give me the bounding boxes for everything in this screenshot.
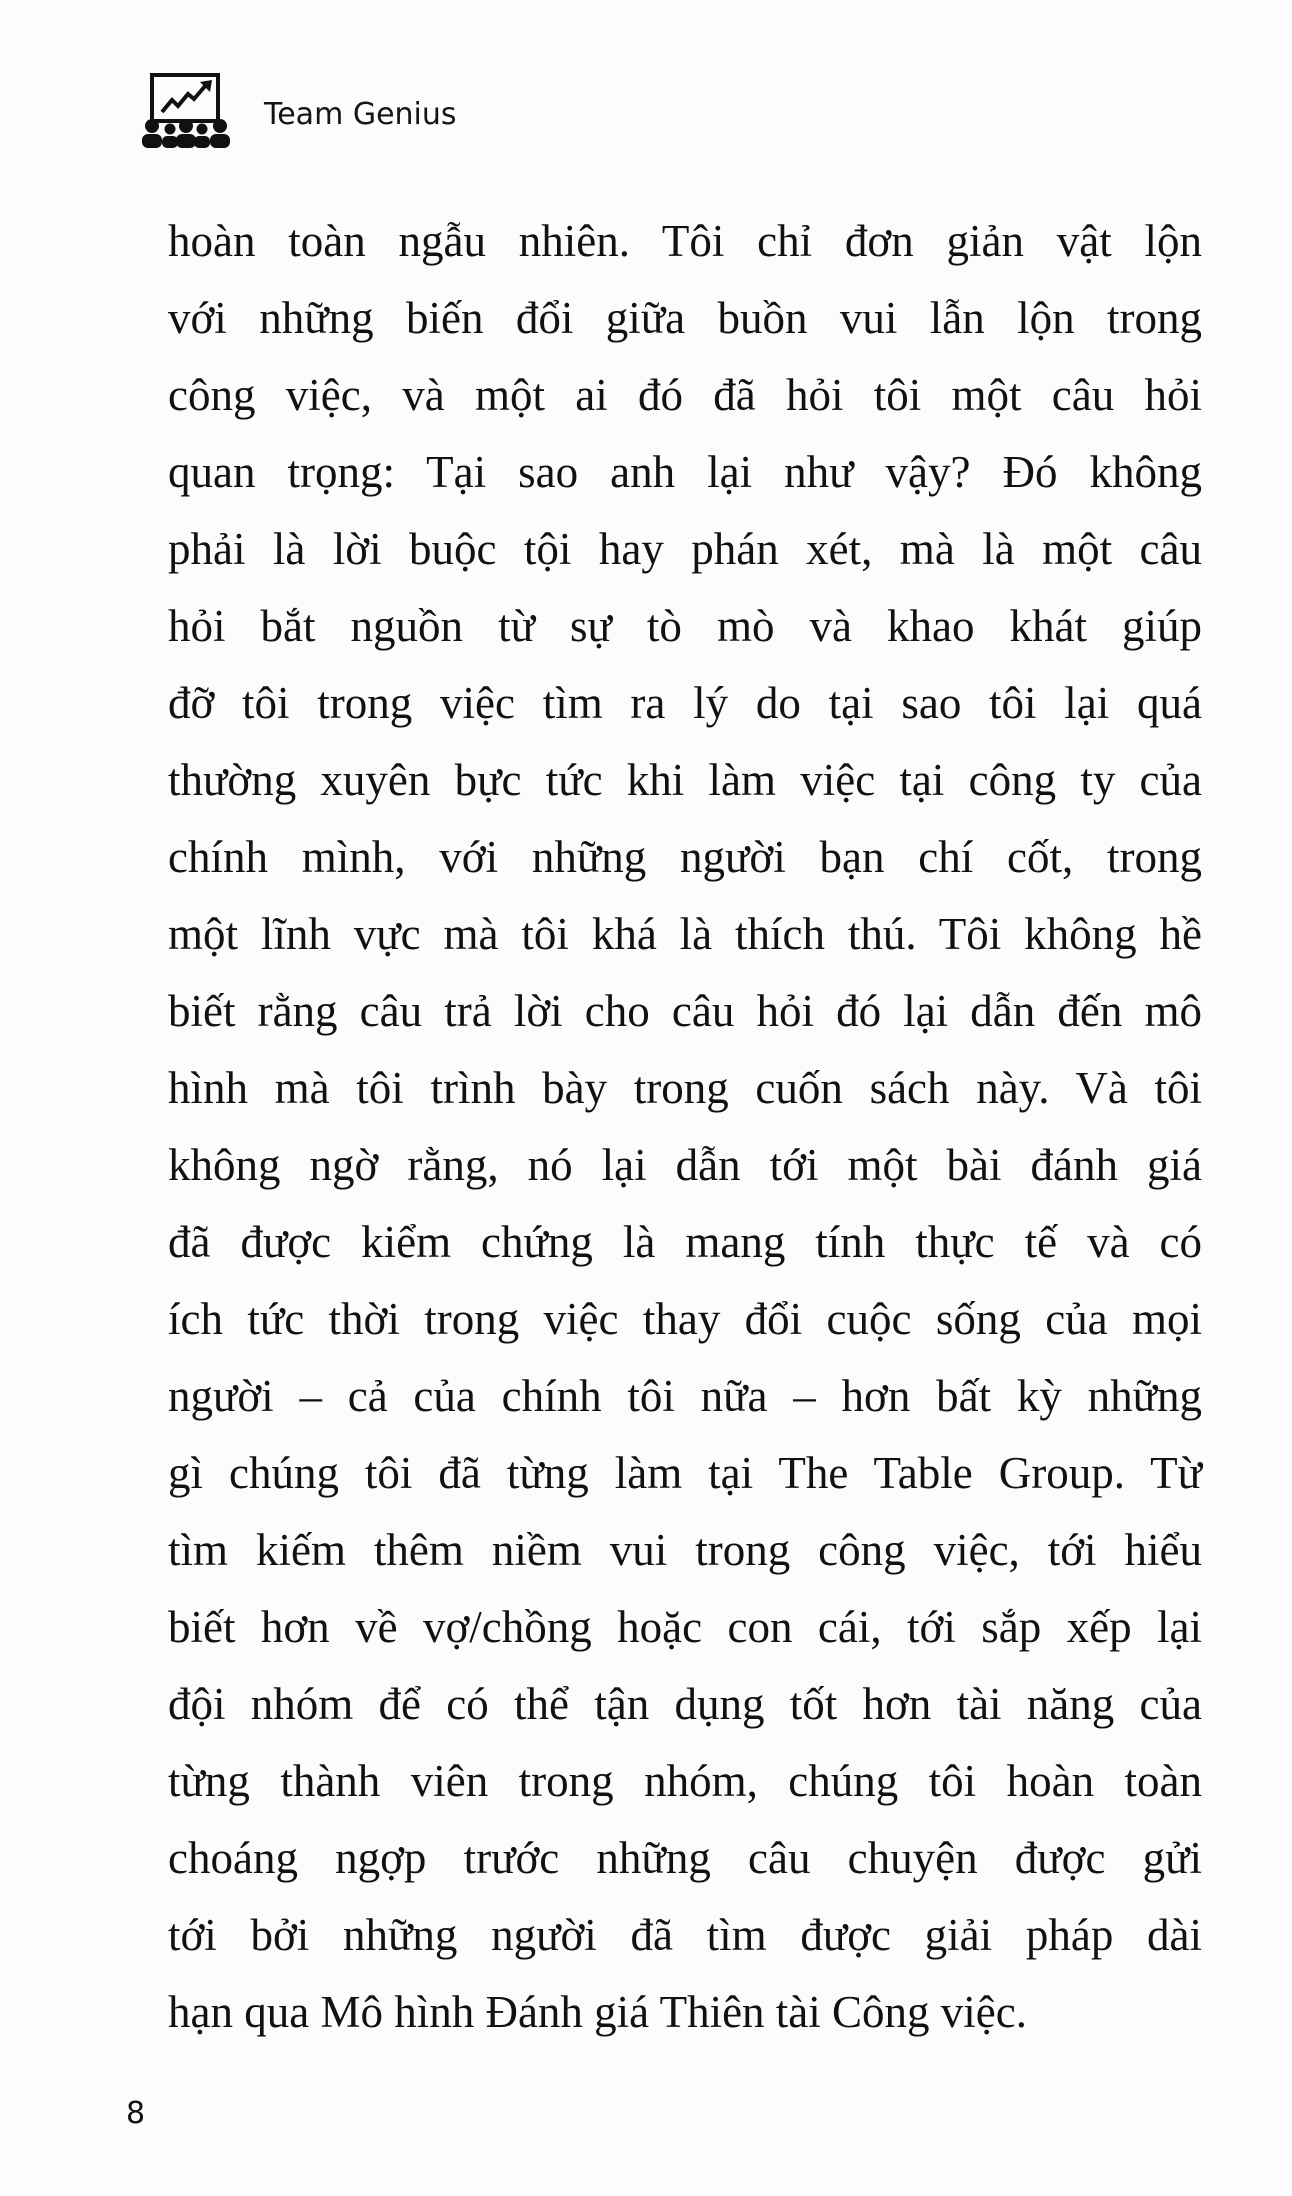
text-line: một lĩnh vực mà tôi khá là thích thú. Tôi không hề bbox=[168, 909, 1202, 959]
text-line: không ngờ rằng, nó lại dẫn tới một bài đánh giá bbox=[168, 1140, 1202, 1190]
text-line: gì chúng tôi đã từng làm tại The Table Group. Từ bbox=[168, 1448, 1202, 1498]
text-line: đỡ tôi trong việc tìm ra lý do tại sao tôi lại quá bbox=[168, 678, 1202, 728]
text-line: biết hơn về vợ/chồng hoặc con cái, tới sắp xếp lại bbox=[168, 1602, 1202, 1652]
text-line: choáng ngợp trước những câu chuyện được gửi bbox=[168, 1833, 1202, 1883]
text-line: tìm kiếm thêm niềm vui trong công việc, tới hiểu bbox=[168, 1525, 1202, 1575]
text-line: chính mình, với những người bạn chí cốt, trong bbox=[168, 832, 1202, 882]
text-line: hỏi bắt nguồn từ sự tò mò và khao khát giúp bbox=[168, 601, 1202, 651]
text-line: hạn qua Mô hình Đánh giá Thiên tài Công việc. bbox=[168, 1987, 1027, 2037]
text-line: tới bởi những người đã tìm được giải pháp dài bbox=[168, 1910, 1202, 1960]
text-line: công việc, và một ai đó đã hỏi tôi một câu hỏi bbox=[168, 370, 1202, 420]
text-line: đội nhóm để có thể tận dụng tốt hơn tài năng của bbox=[168, 1679, 1202, 1729]
text-line: từng thành viên trong nhóm, chúng tôi hoàn toàn bbox=[168, 1756, 1202, 1806]
book-title-header: Team Genius bbox=[264, 97, 457, 132]
text-line: ích tức thời trong việc thay đổi cuộc sống của mọi bbox=[168, 1294, 1202, 1344]
text-line: với những biến đổi giữa buồn vui lẫn lộn trong bbox=[168, 293, 1202, 343]
text-line: quan trọng: Tại sao anh lại như vậy? Đó không bbox=[168, 447, 1202, 497]
text-line: thường xuyên bực tức khi làm việc tại công ty của bbox=[168, 755, 1202, 805]
text-line: hình mà tôi trình bày trong cuốn sách này. Và tôi bbox=[168, 1063, 1202, 1113]
text-line: biết rằng câu trả lời cho câu hỏi đó lại dẫn đến mô bbox=[168, 986, 1202, 1036]
page-number: 8 bbox=[126, 2096, 146, 2131]
text-line: người – cả của chính tôi nữa – hơn bất kỳ những bbox=[168, 1371, 1202, 1421]
text-line: hoàn toàn ngẫu nhiên. Tôi chỉ đơn giản vật lộn bbox=[168, 216, 1202, 266]
text-line: đã được kiểm chứng là mang tính thực tế và có bbox=[168, 1217, 1202, 1267]
text-line: phải là lời buộc tội hay phán xét, mà là một câu bbox=[168, 524, 1202, 574]
running-header bbox=[140, 72, 457, 150]
presentation-chart-audience-icon bbox=[140, 72, 232, 150]
body-paragraph bbox=[168, 208, 1202, 2056]
